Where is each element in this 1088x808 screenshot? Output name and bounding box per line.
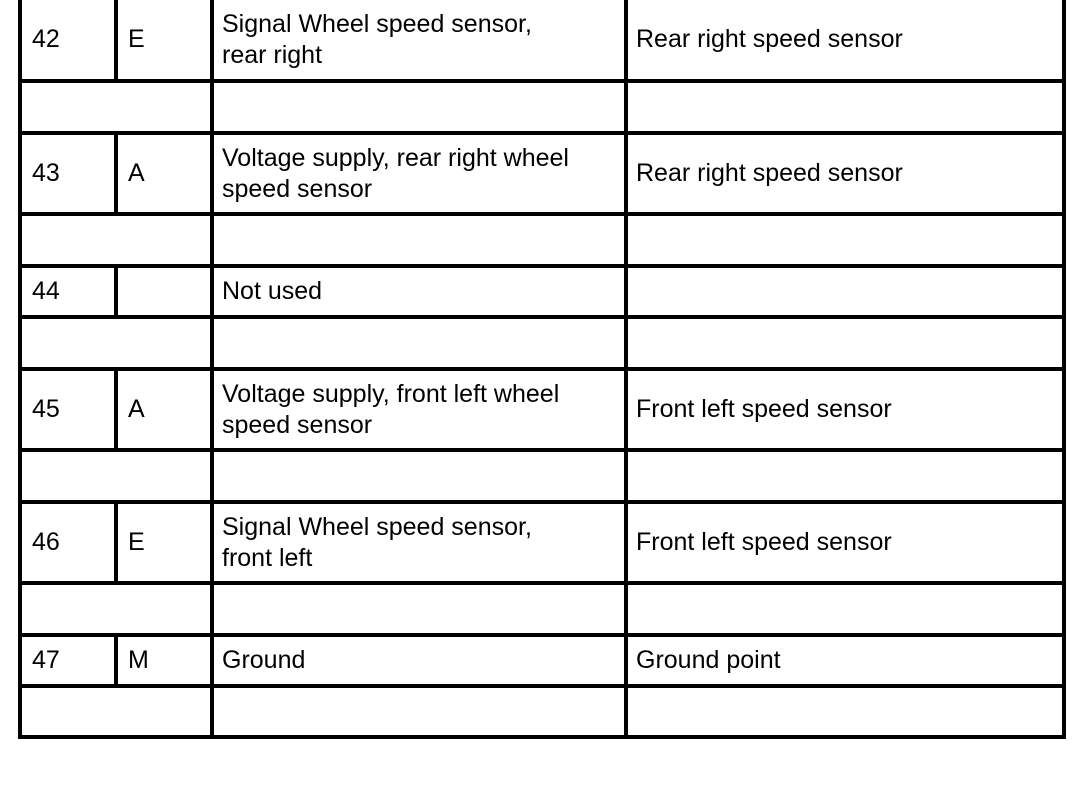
signal-description-line: front left xyxy=(222,543,313,572)
pin-number-cell: 45 xyxy=(20,369,116,450)
spacer-row xyxy=(20,81,1064,133)
table-row xyxy=(20,266,1064,317)
pin-assignment-table xyxy=(18,0,1066,739)
signal-description-line: speed sensor xyxy=(222,410,373,439)
signal-type-cell: M xyxy=(116,635,212,686)
signal-description-cell xyxy=(212,0,626,81)
empty-cell xyxy=(212,81,626,133)
component-cell: Rear right speed sensor xyxy=(626,0,1064,81)
signal-type-cell: A xyxy=(116,133,212,214)
component-cell: Front left speed sensor xyxy=(626,369,1064,450)
pin-number-cell: 42 xyxy=(20,0,116,81)
empty-cell xyxy=(626,81,1064,133)
empty-cell xyxy=(626,214,1064,266)
signal-type-cell: E xyxy=(116,0,212,81)
spacer-row xyxy=(20,583,1064,635)
spacer-row xyxy=(20,317,1064,369)
pin-number-cell: 43 xyxy=(20,133,116,214)
table-row xyxy=(20,0,1064,81)
signal-description-line: Signal Wheel speed sensor, xyxy=(222,9,532,38)
empty-cell xyxy=(212,583,626,635)
component-cell: Rear right speed sensor xyxy=(626,133,1064,214)
signal-description-cell: Not used xyxy=(212,266,626,317)
signal-description-cell xyxy=(212,133,626,214)
component-cell xyxy=(626,266,1064,317)
empty-cell xyxy=(626,686,1064,737)
empty-cell xyxy=(626,450,1064,502)
signal-description-cell xyxy=(212,502,626,583)
signal-type-cell: A xyxy=(116,369,212,450)
spacer-row xyxy=(20,450,1064,502)
empty-cell xyxy=(20,583,212,635)
component-cell: Ground point xyxy=(626,635,1064,686)
signal-description-cell: Ground xyxy=(212,635,626,686)
signal-description-line: speed sensor xyxy=(222,174,373,203)
empty-cell xyxy=(626,317,1064,369)
table-row xyxy=(20,133,1064,214)
table-row xyxy=(20,635,1064,686)
spacer-row xyxy=(20,214,1064,266)
empty-cell xyxy=(212,450,626,502)
empty-cell xyxy=(212,214,626,266)
signal-description-line: Signal Wheel speed sensor, xyxy=(222,512,532,541)
component-cell: Front left speed sensor xyxy=(626,502,1064,583)
empty-cell xyxy=(20,317,212,369)
signal-description-line: Voltage supply, rear right wheel xyxy=(222,143,569,172)
pin-number-cell: 44 xyxy=(20,266,116,317)
empty-cell xyxy=(20,450,212,502)
signal-description-cell xyxy=(212,369,626,450)
empty-cell xyxy=(20,214,212,266)
empty-cell xyxy=(212,686,626,737)
pin-number-cell: 47 xyxy=(20,635,116,686)
spacer-row xyxy=(20,686,1064,737)
empty-cell xyxy=(626,583,1064,635)
signal-description-line: Voltage supply, front left wheel xyxy=(222,379,560,408)
signal-description-line: rear right xyxy=(222,40,323,69)
empty-cell xyxy=(20,686,212,737)
pin-number-cell: 46 xyxy=(20,502,116,583)
signal-type-cell xyxy=(116,266,212,317)
empty-cell xyxy=(212,317,626,369)
table-row xyxy=(20,369,1064,450)
signal-type-cell: E xyxy=(116,502,212,583)
table-row xyxy=(20,502,1064,583)
empty-cell xyxy=(20,81,212,133)
